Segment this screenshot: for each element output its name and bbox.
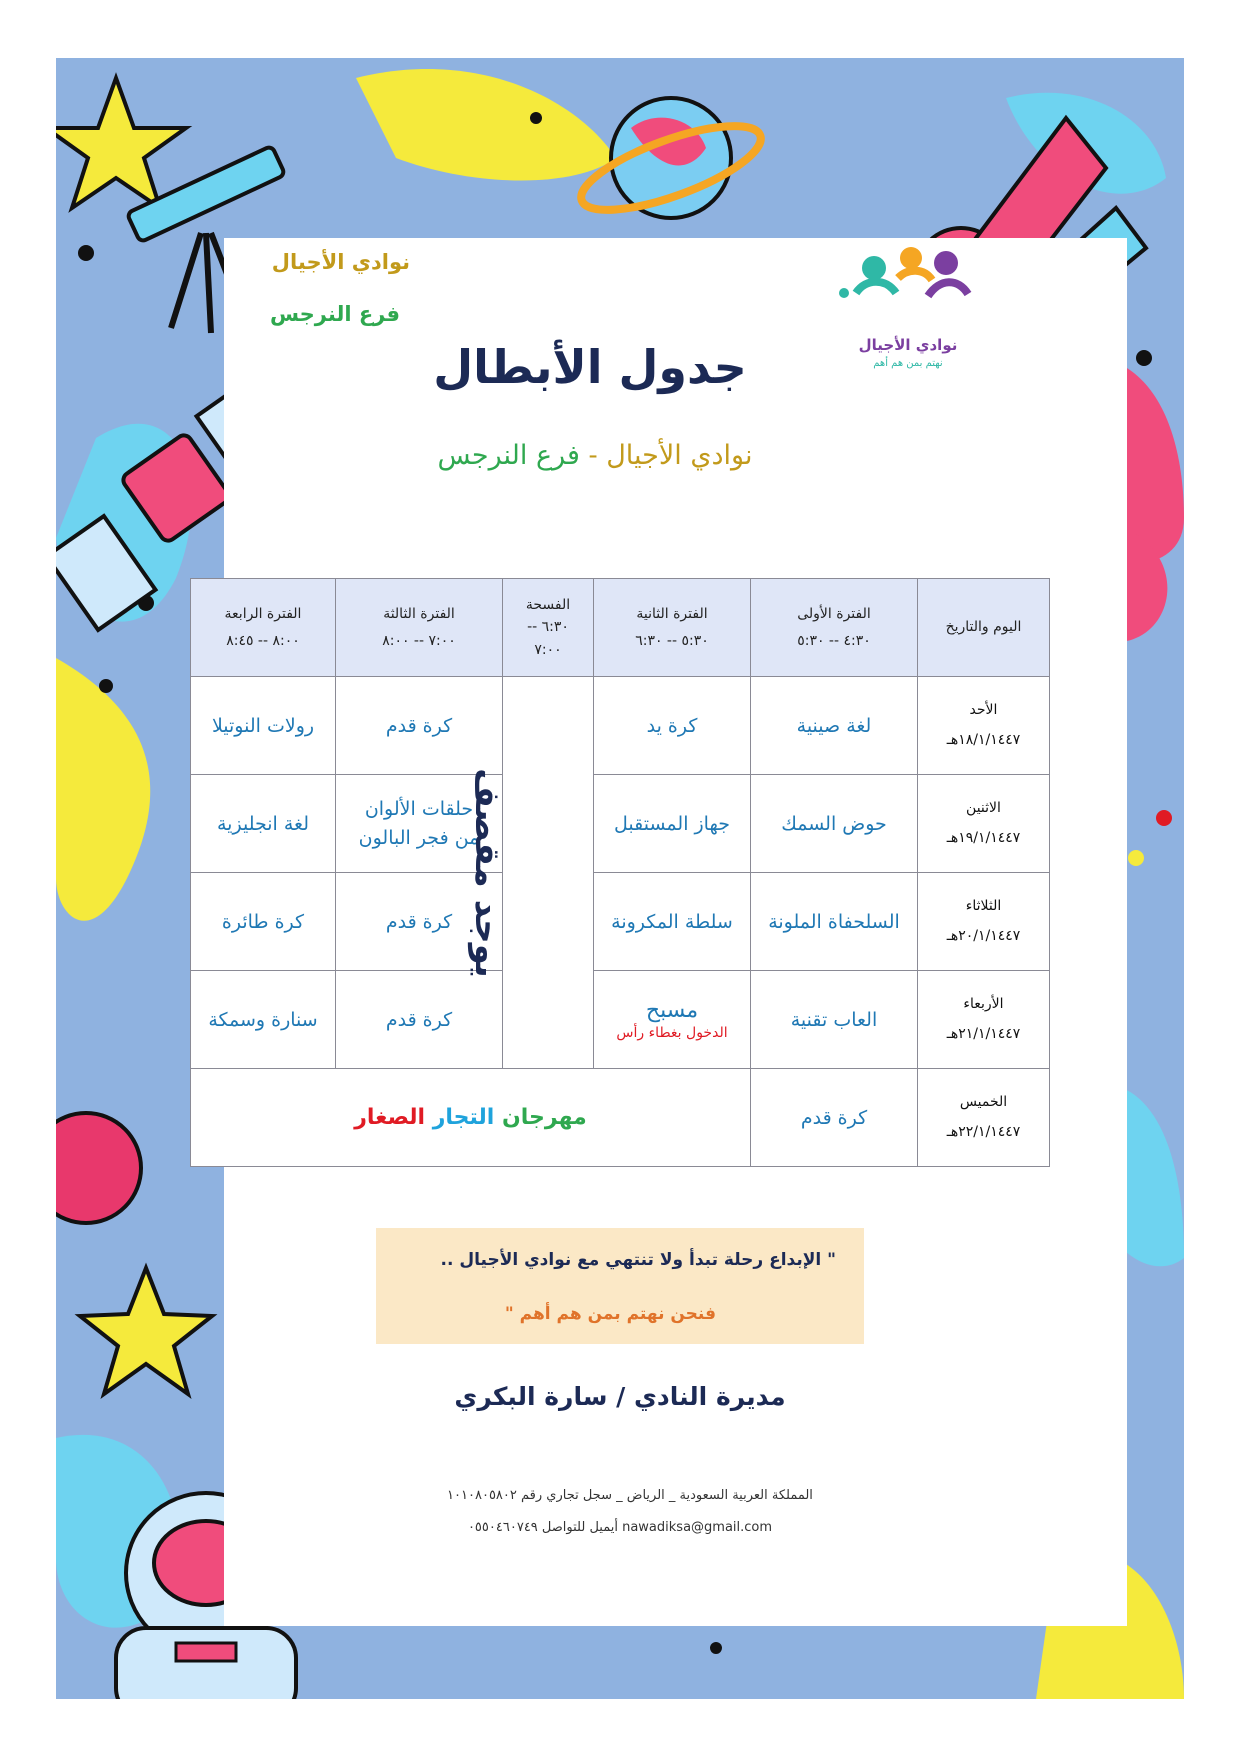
activity-cell: سنارة وسمكة xyxy=(191,971,336,1069)
break-label: يوجد مقصف xyxy=(467,767,508,978)
activity-cell: سلطة المكرونة xyxy=(594,873,751,971)
table-row xyxy=(191,775,1050,873)
activity-cell: كرة طائرة xyxy=(191,873,336,971)
festival-word-1: مهرجان xyxy=(502,1105,587,1130)
activity-cell: جهاز المستقبل xyxy=(594,775,751,873)
activity-cell xyxy=(594,971,751,1069)
pool-label: مسبح xyxy=(645,998,699,1023)
activity-cell: لغة انجليزية xyxy=(191,775,336,873)
day-cell: الأحد ١٨/١/١٤٤٧هـ xyxy=(918,677,1050,775)
festival-cell xyxy=(191,1069,751,1167)
break-cell xyxy=(467,677,594,1069)
day-cell: الثلاثاء ٢٠/١/١٤٤٧هـ xyxy=(918,873,1050,971)
table-row xyxy=(191,1069,1050,1167)
pool-note: الدخول بغطاء رأس xyxy=(616,1025,728,1041)
day-cell: الاثنين ١٩/١/١٤٤٧هـ xyxy=(918,775,1050,873)
schedule-table xyxy=(190,578,1050,1167)
footer-line-1: المملكة العربية السعودية _ الرياض _ سجل تجاري رقم ١٠١٠٨٠٥٨٠٢ xyxy=(447,1488,813,1503)
day-cell: الخميس ٢٢/١/١٤٤٧هـ xyxy=(918,1069,1050,1167)
logo-tagline: نهتم بمن هم أهم xyxy=(873,358,943,369)
header-period-3: الفترة الثالثة ٧:٠٠ -- ٨:٠٠ xyxy=(336,579,503,677)
activity-cell: رولات النوتيلا xyxy=(191,677,336,775)
org-name: نوادي الأجيال xyxy=(271,250,410,274)
quote-box xyxy=(376,1228,864,1344)
activity-cell: كرة قدم xyxy=(751,1069,918,1167)
activity-cell: السلحفاة الملونة xyxy=(751,873,918,971)
activity-cell: العاب تقنية xyxy=(751,971,918,1069)
header-period-1: الفترة الأولى ٤:٣٠ -- ٥:٣٠ xyxy=(751,579,918,677)
quote-line-2: فنحن نهتم بمن هم أهم " xyxy=(504,1304,716,1324)
page-subtitle xyxy=(420,440,770,471)
logo-name: نوادي الأجيال xyxy=(858,336,958,354)
quote-line-1: " الإبداع رحلة تبدأ ولا تنتهي مع نوادي الأجيال .. xyxy=(440,1250,836,1270)
festival-word-2: التجار xyxy=(432,1105,495,1130)
header-break: الفسحة ٦:٣٠ -- ٧:٠٠ xyxy=(503,579,594,677)
table-header-row xyxy=(191,579,1050,677)
activity-cell: حوض السمك xyxy=(751,775,918,873)
activity-cell: كرة قدم xyxy=(336,873,503,971)
activity-cell: كرة قدم xyxy=(336,677,503,775)
subtitle-branch: فرع النرجس xyxy=(437,440,580,471)
page-title: جدول الأبطال xyxy=(433,340,747,394)
header-period-2: الفترة الثانية ٥:٣٠ -- ٦:٣٠ xyxy=(594,579,751,677)
activity-cell: كرة يد xyxy=(594,677,751,775)
festival-word-3: الصغار xyxy=(354,1105,426,1130)
subtitle-org: نوادي الأجيال xyxy=(606,440,753,471)
signature: مديرة النادي / سارة البكري xyxy=(454,1382,786,1411)
table-row xyxy=(191,971,1050,1069)
subtitle-separator: - xyxy=(579,440,607,471)
day-cell: الأربعاء ٢١/١/١٤٤٧هـ xyxy=(918,971,1050,1069)
header-day-date: اليوم والتاريخ xyxy=(918,579,1050,677)
activity-cell: لغة صينية xyxy=(751,677,918,775)
branch-name: فرع النرجس xyxy=(269,302,400,326)
activity-cell: حلقات الألوان من فجر البالون xyxy=(336,775,503,873)
footer-line-2: nawadiksa@gmail.com أيميل للتواصل ٠٥٥٠٤٦٠٧٤٩ xyxy=(467,1520,773,1535)
nawadi-logo-icon xyxy=(836,238,976,318)
activity-cell: كرة قدم xyxy=(336,971,503,1069)
table-row xyxy=(191,677,1050,775)
header-period-4: الفترة الرابعة ٨:٠٠ -- ٨:٤٥ xyxy=(191,579,336,677)
table-row xyxy=(191,873,1050,971)
